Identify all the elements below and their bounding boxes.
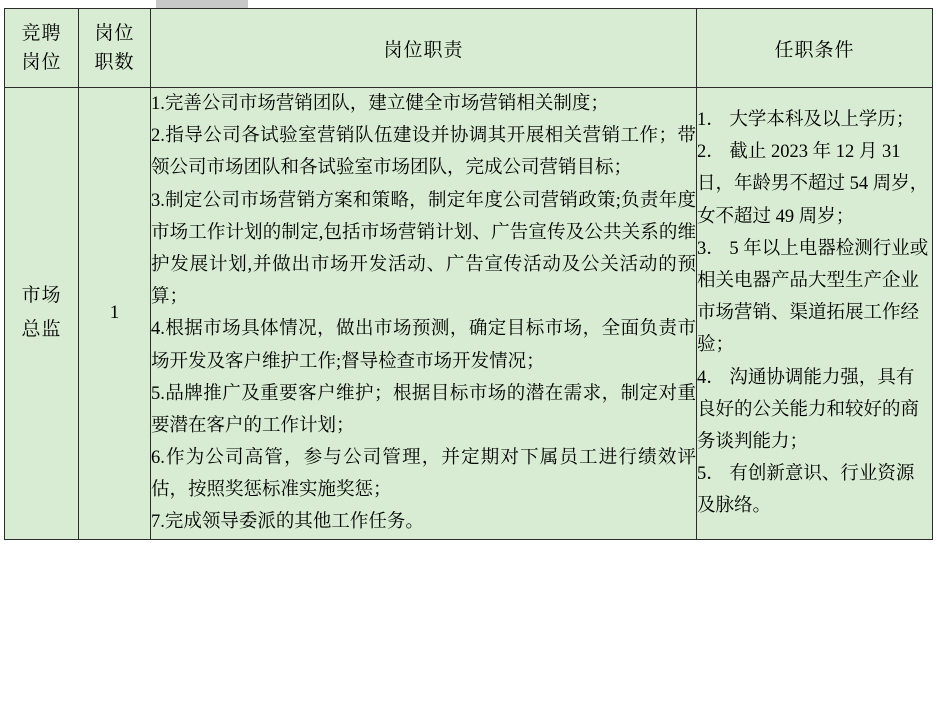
header-position-line2: 岗位 (21, 52, 62, 73)
position-line1: 市场 (21, 285, 62, 307)
page-bottom-margin (0, 694, 937, 704)
table-header-row (5, 9, 933, 88)
duty-item: 4.根据市场具体情况，做出市场预测，确定目标市场，全面负责市场开发及客户维护工作;督导检查市场开发情况； (151, 319, 696, 372)
duty-item: 1.完善公司市场营销团队，建立健全市场营销相关制度； (151, 94, 609, 114)
requirement-item: 5． 有创新意识、行业资源及脉络。 (697, 464, 915, 517)
header-requirements-label: 任职条件 (774, 39, 855, 61)
header-cell-headcount (79, 9, 151, 88)
header-cell-duties (151, 9, 697, 88)
duty-item: 5.品牌推广及重要客户维护；根据目标市场的潜在需求，制定对重要潜在客户的工作计划； (151, 383, 696, 436)
duty-item: 3.制定公司市场营销方案和策略，制定年度公司营销政策;负责年度市场工作计划的制定,包括市场营销计划、广告宣传及公共关系的维护发展计划,并做出市场开发活动、广告宣传活动及公关活动的预算； (151, 190, 696, 308)
requirement-item: 2． 截止 2023 年 12 月 31 日，年龄男不超过 54 周岁，女不超过 49 周岁； (697, 142, 929, 227)
page-top-margin (0, 0, 937, 8)
header-headcount-line2: 职数 (94, 52, 135, 73)
requirement-item: 4． 沟通协调能力强，具有良好的公关能力和较好的商务谈判能力； (697, 367, 920, 452)
cell-position (5, 88, 79, 540)
duty-item: 7.完成领导委派的其他工作任务。 (151, 512, 424, 533)
duty-item: 6.作为公司高管，参与公司管理，并定期对下属员工进行绩效评估，按照奖惩标准实施奖惩； (151, 448, 696, 501)
table-row (5, 88, 933, 540)
header-cell-position (5, 9, 79, 88)
top-grey-marker (156, 0, 248, 8)
header-position-line1: 竞聘 (21, 22, 62, 44)
duty-item: 2.指导公司各试验室营销队伍建设并协调其开展相关营销工作；带领公司市场团队和各试验室市场团队，完成公司营销目标； (151, 126, 696, 179)
position-line2: 总监 (21, 319, 62, 341)
job-posting-table (4, 8, 933, 540)
header-headcount-line1: 岗位 (94, 22, 135, 44)
cell-requirements (697, 88, 933, 540)
requirement-item: 3． 5 年以上电器检测行业或相关电器产品大型生产企业市场营销、渠道拓展工作经验； (697, 238, 929, 356)
header-duties-label: 岗位职责 (383, 39, 464, 61)
requirement-item: 1． 大学本科及以上学历； (697, 110, 915, 131)
cell-headcount: 1 (79, 88, 151, 540)
header-cell-requirements (697, 9, 933, 88)
cell-duties (151, 88, 697, 540)
